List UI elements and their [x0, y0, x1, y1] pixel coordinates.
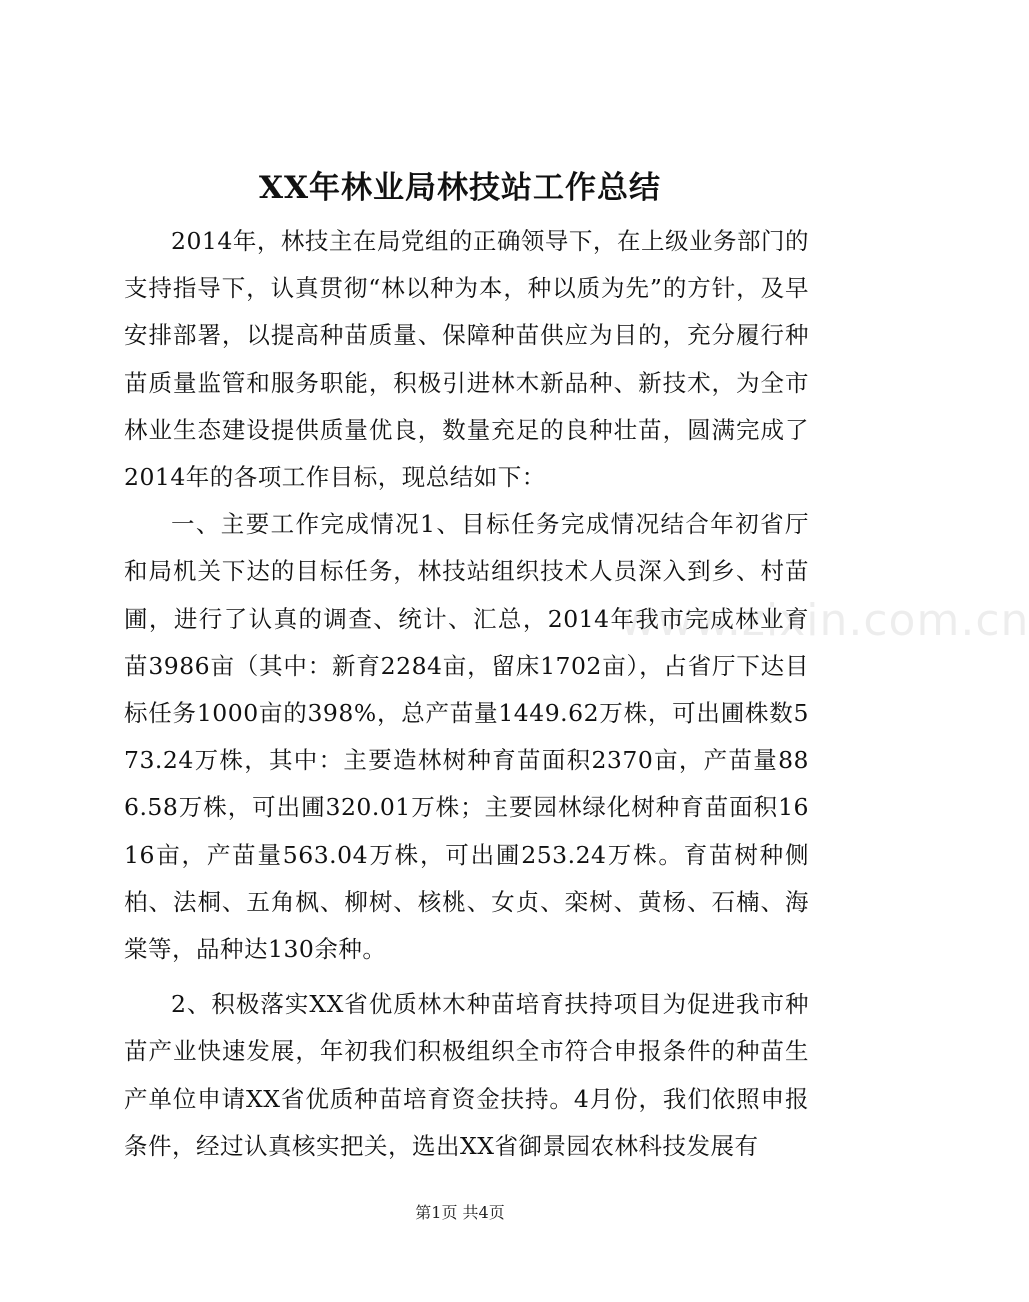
page-footer: 第1页 共4页 [415, 1203, 505, 1222]
document-title: XX年林业局林技站工作总结 [258, 170, 662, 206]
document-body [124, 218, 809, 1170]
paragraph-section-2: 2、积极落实XX省优质林木种苗培育扶持项目为促进我市种苗产业快速发展，年初我们积极组织全市符合申报条件的种苗生产单位申请XX省优质种苗培育资金扶持。4月份，我们依照申报条件，经过认真核实把关，选出XX省御景园农林科技发展有 [124, 990, 809, 1160]
paragraph-section-1: 一、主要工作完成情况1、目标任务完成情况结合年初省厅和局机关下达的目标任务，林技站组织技术人员深入到乡、村苗圃，进行了认真的调查、统计、汇总，2014年我市完成林业育苗3986亩（其中：新育2284亩，留床1702亩），占省厅下达目标任务1000亩的398%，总产苗量1449.62万株，可出圃株数573.24万株，其中：主要造林树种育苗面积2370亩，产苗量886.58万株，可出圃320.01万株；主要园林绿化树种育苗面积1616亩，产苗量563.04万株，可出圃253.24万株。育苗树种侧柏、法桐、五角枫、柳树、核桃、女贞、栾树、黄杨、石楠、海棠等，品种达130余种。 [124, 510, 809, 964]
paragraph-intro: 2014年，林技主在局党组的正确领导下，在上级业务部门的支持指导下，认真贯彻“林以种为本，种以质为先”的方针，及早安排部署，以提高种苗质量、保障种苗供应为目的，充分履行种苗质量监管和服务职能，积极引进林木新品种、新技术，为全市林业生态建设提供质量优良，数量充足的良种壮苗，圆满完成了2014年的各项工作目标，现总结如下： [124, 227, 809, 492]
watermark: www.zixin.com.cn [620, 595, 1029, 646]
